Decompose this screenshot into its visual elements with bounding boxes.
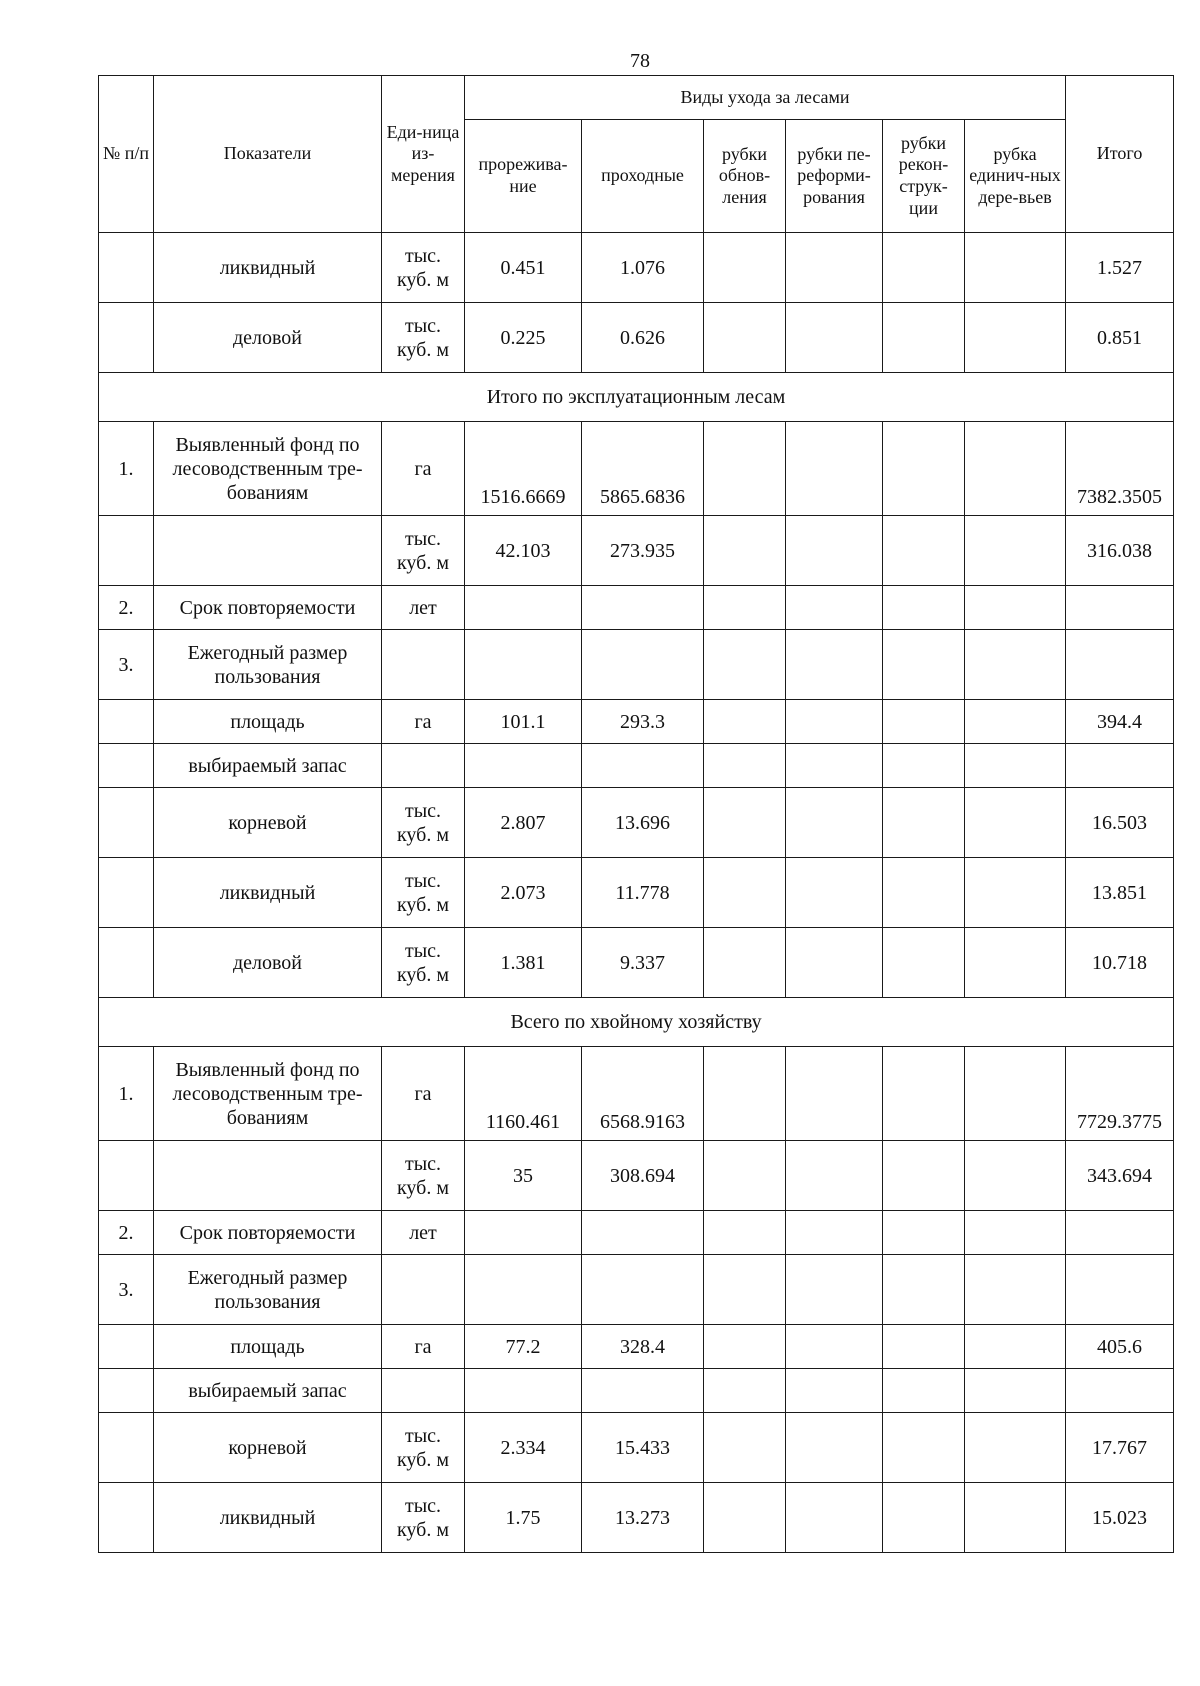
cell-reconstruction	[883, 700, 965, 744]
cell-single-trees	[965, 1325, 1066, 1369]
table-row	[99, 1255, 1174, 1325]
row-unit: тыс. куб. м	[382, 1483, 465, 1553]
row-number	[99, 1483, 154, 1553]
cell-reform	[786, 1483, 883, 1553]
table-row	[99, 516, 1174, 586]
cell-renewal	[704, 858, 786, 928]
cell-total: 7382.3505	[1066, 422, 1174, 516]
cell-renewal	[704, 303, 786, 373]
row-unit: га	[382, 422, 465, 516]
header-renewal: рубки обнов-ления	[704, 120, 786, 233]
cell-reform	[786, 516, 883, 586]
cell-single-trees	[965, 1141, 1066, 1211]
row-unit: тыс. куб. м	[382, 303, 465, 373]
cell-passing: 0.626	[582, 303, 704, 373]
row-label: выбираемый запас	[154, 1369, 382, 1413]
cell-single-trees	[965, 303, 1066, 373]
cell-renewal	[704, 516, 786, 586]
header-indicators: Показатели	[154, 76, 382, 233]
cell-single-trees	[965, 1483, 1066, 1553]
row-unit: га	[382, 1047, 465, 1141]
cell-renewal	[704, 422, 786, 516]
cell-renewal	[704, 788, 786, 858]
row-number	[99, 233, 154, 303]
row-label: Ежегодный размер пользования	[154, 630, 382, 700]
cell-reform	[786, 1047, 883, 1141]
cell-renewal	[704, 1255, 786, 1325]
cell-reconstruction	[883, 422, 965, 516]
row-unit: тыс. куб. м	[382, 928, 465, 998]
cell-renewal	[704, 1413, 786, 1483]
table-row	[99, 928, 1174, 998]
header-unit: Еди-ница из-мерения	[382, 76, 465, 233]
cell-single-trees	[965, 1255, 1066, 1325]
cell-passing: 9.337	[582, 928, 704, 998]
cell-single-trees	[965, 630, 1066, 700]
row-unit: тыс. куб. м	[382, 516, 465, 586]
cell-thinning	[465, 630, 582, 700]
cell-thinning: 0.451	[465, 233, 582, 303]
section-heading-row	[99, 373, 1174, 422]
table-row	[99, 1047, 1174, 1141]
header-total: Итого	[1066, 76, 1174, 233]
table-header	[99, 76, 1174, 233]
cell-reconstruction	[883, 1141, 965, 1211]
cell-renewal	[704, 1047, 786, 1141]
cell-total: 394.4	[1066, 700, 1174, 744]
cell-single-trees	[965, 744, 1066, 788]
cell-renewal	[704, 928, 786, 998]
cell-reform	[786, 1325, 883, 1369]
cell-passing	[582, 1255, 704, 1325]
row-number	[99, 516, 154, 586]
cell-thinning	[465, 744, 582, 788]
row-number	[99, 1369, 154, 1413]
table-row	[99, 1211, 1174, 1255]
row-number	[99, 303, 154, 373]
cell-reconstruction	[883, 1483, 965, 1553]
row-unit: лет	[382, 1211, 465, 1255]
cell-thinning	[465, 1369, 582, 1413]
cell-reform	[786, 303, 883, 373]
cell-thinning: 1516.6669	[465, 422, 582, 516]
cell-renewal	[704, 1325, 786, 1369]
cell-passing	[582, 630, 704, 700]
cell-thinning: 101.1	[465, 700, 582, 744]
cell-thinning: 2.807	[465, 788, 582, 858]
cell-renewal	[704, 586, 786, 630]
table-row	[99, 630, 1174, 700]
cell-total: 0.851	[1066, 303, 1174, 373]
cell-total: 16.503	[1066, 788, 1174, 858]
cell-passing	[582, 586, 704, 630]
cell-reform	[786, 1141, 883, 1211]
header-num: № п/п	[99, 76, 154, 233]
header-care-types: Виды ухода за лесами	[465, 76, 1066, 120]
row-unit: тыс. куб. м	[382, 788, 465, 858]
cell-reform	[786, 233, 883, 303]
cell-reform	[786, 1413, 883, 1483]
row-label: Выявленный фонд по лесоводственным тре-бованиям	[154, 422, 382, 516]
page-number: 78	[630, 50, 650, 72]
cell-reform	[786, 1211, 883, 1255]
cell-total: 7729.3775	[1066, 1047, 1174, 1141]
table-row	[99, 1369, 1174, 1413]
cell-reconstruction	[883, 928, 965, 998]
cell-passing	[582, 1211, 704, 1255]
cell-renewal	[704, 630, 786, 700]
section-title: Итого по эксплуатационным лесам	[99, 373, 1174, 422]
cell-reconstruction	[883, 744, 965, 788]
cell-renewal	[704, 1369, 786, 1413]
cell-thinning	[465, 1211, 582, 1255]
cell-passing: 293.3	[582, 700, 704, 744]
table-row	[99, 1483, 1174, 1553]
cell-passing: 13.696	[582, 788, 704, 858]
row-number: 1.	[99, 422, 154, 516]
row-label: ликвидный	[154, 858, 382, 928]
row-label: Срок повторяемости	[154, 1211, 382, 1255]
header-thinning: прорежива-ние	[465, 120, 582, 233]
row-label	[154, 516, 382, 586]
cell-reconstruction	[883, 858, 965, 928]
row-number: 2.	[99, 586, 154, 630]
row-number	[99, 928, 154, 998]
cell-passing: 328.4	[582, 1325, 704, 1369]
cell-total: 13.851	[1066, 858, 1174, 928]
cell-passing	[582, 744, 704, 788]
cell-total	[1066, 1369, 1174, 1413]
cell-single-trees	[965, 516, 1066, 586]
cell-single-trees	[965, 233, 1066, 303]
cell-thinning: 42.103	[465, 516, 582, 586]
cell-reconstruction	[883, 788, 965, 858]
cell-single-trees	[965, 1413, 1066, 1483]
cell-thinning	[465, 1255, 582, 1325]
cell-total: 316.038	[1066, 516, 1174, 586]
row-number	[99, 1413, 154, 1483]
row-number: 1.	[99, 1047, 154, 1141]
cell-reform	[786, 928, 883, 998]
row-label: Ежегодный размер пользования	[154, 1255, 382, 1325]
table-row	[99, 422, 1174, 516]
cell-reform	[786, 744, 883, 788]
row-number: 3.	[99, 1255, 154, 1325]
row-number: 3.	[99, 630, 154, 700]
cell-renewal	[704, 1141, 786, 1211]
cell-renewal	[704, 700, 786, 744]
row-label: ликвидный	[154, 1483, 382, 1553]
cell-total: 1.527	[1066, 233, 1174, 303]
cell-reconstruction	[883, 1255, 965, 1325]
cell-total: 17.767	[1066, 1413, 1174, 1483]
row-unit	[382, 1369, 465, 1413]
cell-reform	[786, 630, 883, 700]
header-reconstruction: рубки рекон-струк-ции	[883, 120, 965, 233]
cell-total	[1066, 586, 1174, 630]
cell-total	[1066, 1255, 1174, 1325]
row-unit	[382, 744, 465, 788]
table-row	[99, 744, 1174, 788]
row-label: корневой	[154, 1413, 382, 1483]
table-row	[99, 1325, 1174, 1369]
cell-reconstruction	[883, 1369, 965, 1413]
header-single-trees: рубка единич-ных дере-вьев	[965, 120, 1066, 233]
row-label: площадь	[154, 1325, 382, 1369]
row-label	[154, 1141, 382, 1211]
row-label: ликвидный	[154, 233, 382, 303]
cell-reconstruction	[883, 1325, 965, 1369]
section-title: Всего по хвойному хозяйству	[99, 998, 1174, 1047]
cell-reform	[786, 788, 883, 858]
row-number	[99, 744, 154, 788]
cell-passing	[582, 1369, 704, 1413]
cell-total: 343.694	[1066, 1141, 1174, 1211]
cell-passing: 273.935	[582, 516, 704, 586]
cell-passing: 308.694	[582, 1141, 704, 1211]
cell-passing: 1.076	[582, 233, 704, 303]
header-passing: проходные	[582, 120, 704, 233]
forest-care-table	[98, 75, 1174, 1553]
cell-reconstruction	[883, 303, 965, 373]
cell-reconstruction	[883, 630, 965, 700]
header-reform: рубки пе-реформи-рования	[786, 120, 883, 233]
row-unit: тыс. куб. м	[382, 858, 465, 928]
cell-thinning: 35	[465, 1141, 582, 1211]
cell-single-trees	[965, 1369, 1066, 1413]
row-number	[99, 788, 154, 858]
row-label: корневой	[154, 788, 382, 858]
cell-single-trees	[965, 788, 1066, 858]
cell-reform	[786, 422, 883, 516]
row-number	[99, 1325, 154, 1369]
cell-reconstruction	[883, 516, 965, 586]
table-row	[99, 233, 1174, 303]
table-row	[99, 700, 1174, 744]
cell-single-trees	[965, 1211, 1066, 1255]
cell-reform	[786, 1369, 883, 1413]
cell-thinning: 2.334	[465, 1413, 582, 1483]
cell-reconstruction	[883, 233, 965, 303]
table-row	[99, 586, 1174, 630]
row-label: Срок повторяемости	[154, 586, 382, 630]
cell-single-trees	[965, 1047, 1066, 1141]
cell-single-trees	[965, 700, 1066, 744]
cell-single-trees	[965, 586, 1066, 630]
cell-reform	[786, 700, 883, 744]
cell-single-trees	[965, 858, 1066, 928]
row-label: деловой	[154, 928, 382, 998]
cell-total: 15.023	[1066, 1483, 1174, 1553]
cell-total	[1066, 630, 1174, 700]
row-label: площадь	[154, 700, 382, 744]
cell-passing: 11.778	[582, 858, 704, 928]
row-unit: лет	[382, 586, 465, 630]
cell-passing: 15.433	[582, 1413, 704, 1483]
cell-total	[1066, 1211, 1174, 1255]
table-row	[99, 1141, 1174, 1211]
section-heading-row	[99, 998, 1174, 1047]
row-number	[99, 1141, 154, 1211]
cell-reform	[786, 858, 883, 928]
cell-passing: 5865.6836	[582, 422, 704, 516]
cell-thinning: 2.073	[465, 858, 582, 928]
cell-renewal	[704, 744, 786, 788]
cell-thinning	[465, 586, 582, 630]
row-unit: тыс. куб. м	[382, 1413, 465, 1483]
row-label: выбираемый запас	[154, 744, 382, 788]
row-unit: тыс. куб. м	[382, 233, 465, 303]
cell-renewal	[704, 1483, 786, 1553]
cell-reconstruction	[883, 586, 965, 630]
cell-renewal	[704, 233, 786, 303]
cell-reform	[786, 1255, 883, 1325]
cell-thinning: 0.225	[465, 303, 582, 373]
table-row	[99, 303, 1174, 373]
cell-reconstruction	[883, 1413, 965, 1483]
cell-total: 405.6	[1066, 1325, 1174, 1369]
cell-total: 10.718	[1066, 928, 1174, 998]
table-row	[99, 858, 1174, 928]
row-unit: тыс. куб. м	[382, 1141, 465, 1211]
cell-passing: 13.273	[582, 1483, 704, 1553]
cell-single-trees	[965, 928, 1066, 998]
row-unit	[382, 1255, 465, 1325]
row-unit: га	[382, 1325, 465, 1369]
table-body	[99, 233, 1174, 1553]
cell-thinning: 77.2	[465, 1325, 582, 1369]
cell-thinning: 1.75	[465, 1483, 582, 1553]
table-row	[99, 788, 1174, 858]
cell-total	[1066, 744, 1174, 788]
row-number	[99, 700, 154, 744]
cell-single-trees	[965, 422, 1066, 516]
cell-reconstruction	[883, 1047, 965, 1141]
row-unit	[382, 630, 465, 700]
cell-thinning: 1.381	[465, 928, 582, 998]
row-unit: га	[382, 700, 465, 744]
cell-renewal	[704, 1211, 786, 1255]
cell-thinning: 1160.461	[465, 1047, 582, 1141]
cell-passing: 6568.9163	[582, 1047, 704, 1141]
row-number: 2.	[99, 1211, 154, 1255]
cell-reconstruction	[883, 1211, 965, 1255]
row-number	[99, 858, 154, 928]
row-label: Выявленный фонд по лесоводственным тре-бованиям	[154, 1047, 382, 1141]
cell-reform	[786, 586, 883, 630]
table-row	[99, 1413, 1174, 1483]
row-label: деловой	[154, 303, 382, 373]
